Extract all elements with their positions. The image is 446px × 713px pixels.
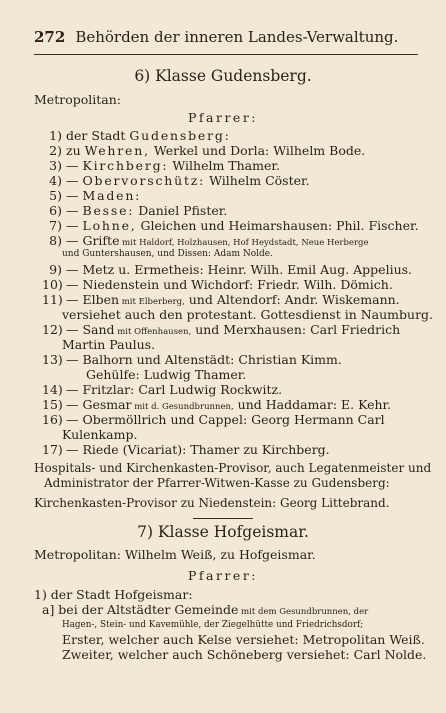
metropolitan-line: Metropolitan: Wilhelm Weiß, zu Hofgeismar. [34,547,316,562]
paragraph-line: Kirchenkasten-Provisor zu Niedenstein: Georg Littebrand. [34,496,390,510]
list-item: 4) — Obervorschütz: Wilhelm Cöster. [49,173,310,188]
list-item: 6) — Besse: Daniel Pfister. [49,203,228,218]
pfarrer-heading: Pfarrer: [187,568,259,583]
list-item: 14) — Fritzlar: Carl Ludwig Rockwitz. [42,382,283,397]
list-item: 9) — Metz u. Ermetheis: Heinr. Wilh. Emil Aug. Appelius. [49,262,413,277]
list-item: 10) — Niedenstein und Wichdorf: Friedr. Wilh. Dömich. [42,277,393,292]
list-item: 16) — Obermöllrich und Cappel: Georg Hermann Carl [42,412,385,427]
list-item: 2) zu Wehren, Werkel und Dorla: Wilhelm Bode. [49,143,366,158]
list-item: a] bei der Altstädter Gemeinde mit dem Gesundbrunnen, der [42,602,369,617]
list-item-continuation: Zweiter, welcher auch Schöneberg versiehet: Carl Nolde. [62,647,427,662]
list-item: 8) — Grifte mit Haldorf, Holzhausen, Hof Heydstadt, Neue Herberge [49,233,369,248]
pfarrer-heading: Pfarrer: [187,110,259,125]
list-item-continuation: und Guntershausen, und Dissen: Adam Nolde. [62,249,273,259]
section-title: 6) Klasse Gudensberg. [134,67,312,85]
list-item: 7) — Lohne, Gleichen und Heimarshausen: Phil. Fischer. [49,218,419,233]
section-divider [193,518,253,519]
list-item: 13) — Balhorn und Altenstädt: Christian Kimm. [42,352,342,367]
list-item-continuation: Martin Paulus. [62,337,156,352]
running-title: Behörden der inneren Landes-Verwaltung. [75,28,399,46]
section-title: 7) Klasse Hofgeismar. [137,523,309,541]
metropolitan-label: Metropolitan: [34,92,121,107]
list-item-continuation: Hagen-, Stein- und Kavemühle, der Ziegelhütte und Friedrichsdorf; [62,620,364,630]
header-rule [34,54,418,55]
paragraph-line: Hospitals- und Kirchenkasten-Provisor, auch Legatenmeister und [34,461,432,475]
list-item: 12) — Sand mit Offenhausen, und Merxhausen: Carl Friedrich [42,322,401,337]
list-item: 15) — Gesmar mit d. Gesundbrunnen, und Haddamar: E. Kehr. [42,397,392,412]
list-item: 17) — Riede (Vicariat): Thamer zu Kirchberg. [42,442,330,457]
list-item-continuation: Gehülfe: Ludwig Thamer. [86,367,247,382]
list-item: 1) der Stadt Hofgeismar: [34,587,193,602]
list-item-continuation: Kulenkamp. [62,427,138,442]
list-item-continuation: versiehet auch den protestant. Gottesdienst in Naumburg. [62,307,434,322]
list-item-continuation: Erster, welcher auch Kelse versiehet: Metropolitan Weiß. [62,632,425,647]
list-item: 11) — Elben mit Elberberg, und Altendorf: Andr. Wiskemann. [42,292,400,307]
list-item: 3) — Kirchberg: Wilhelm Thamer. [49,158,280,173]
list-item: 5) — Maden: [49,188,142,203]
page-header [34,30,398,45]
page-number: 272 [34,28,66,46]
list-item: 1) der Stadt Gudensberg: [49,128,231,143]
paragraph-line: Administrator der Pfarrer-Witwen-Kasse zu Gudensberg: [44,476,390,490]
